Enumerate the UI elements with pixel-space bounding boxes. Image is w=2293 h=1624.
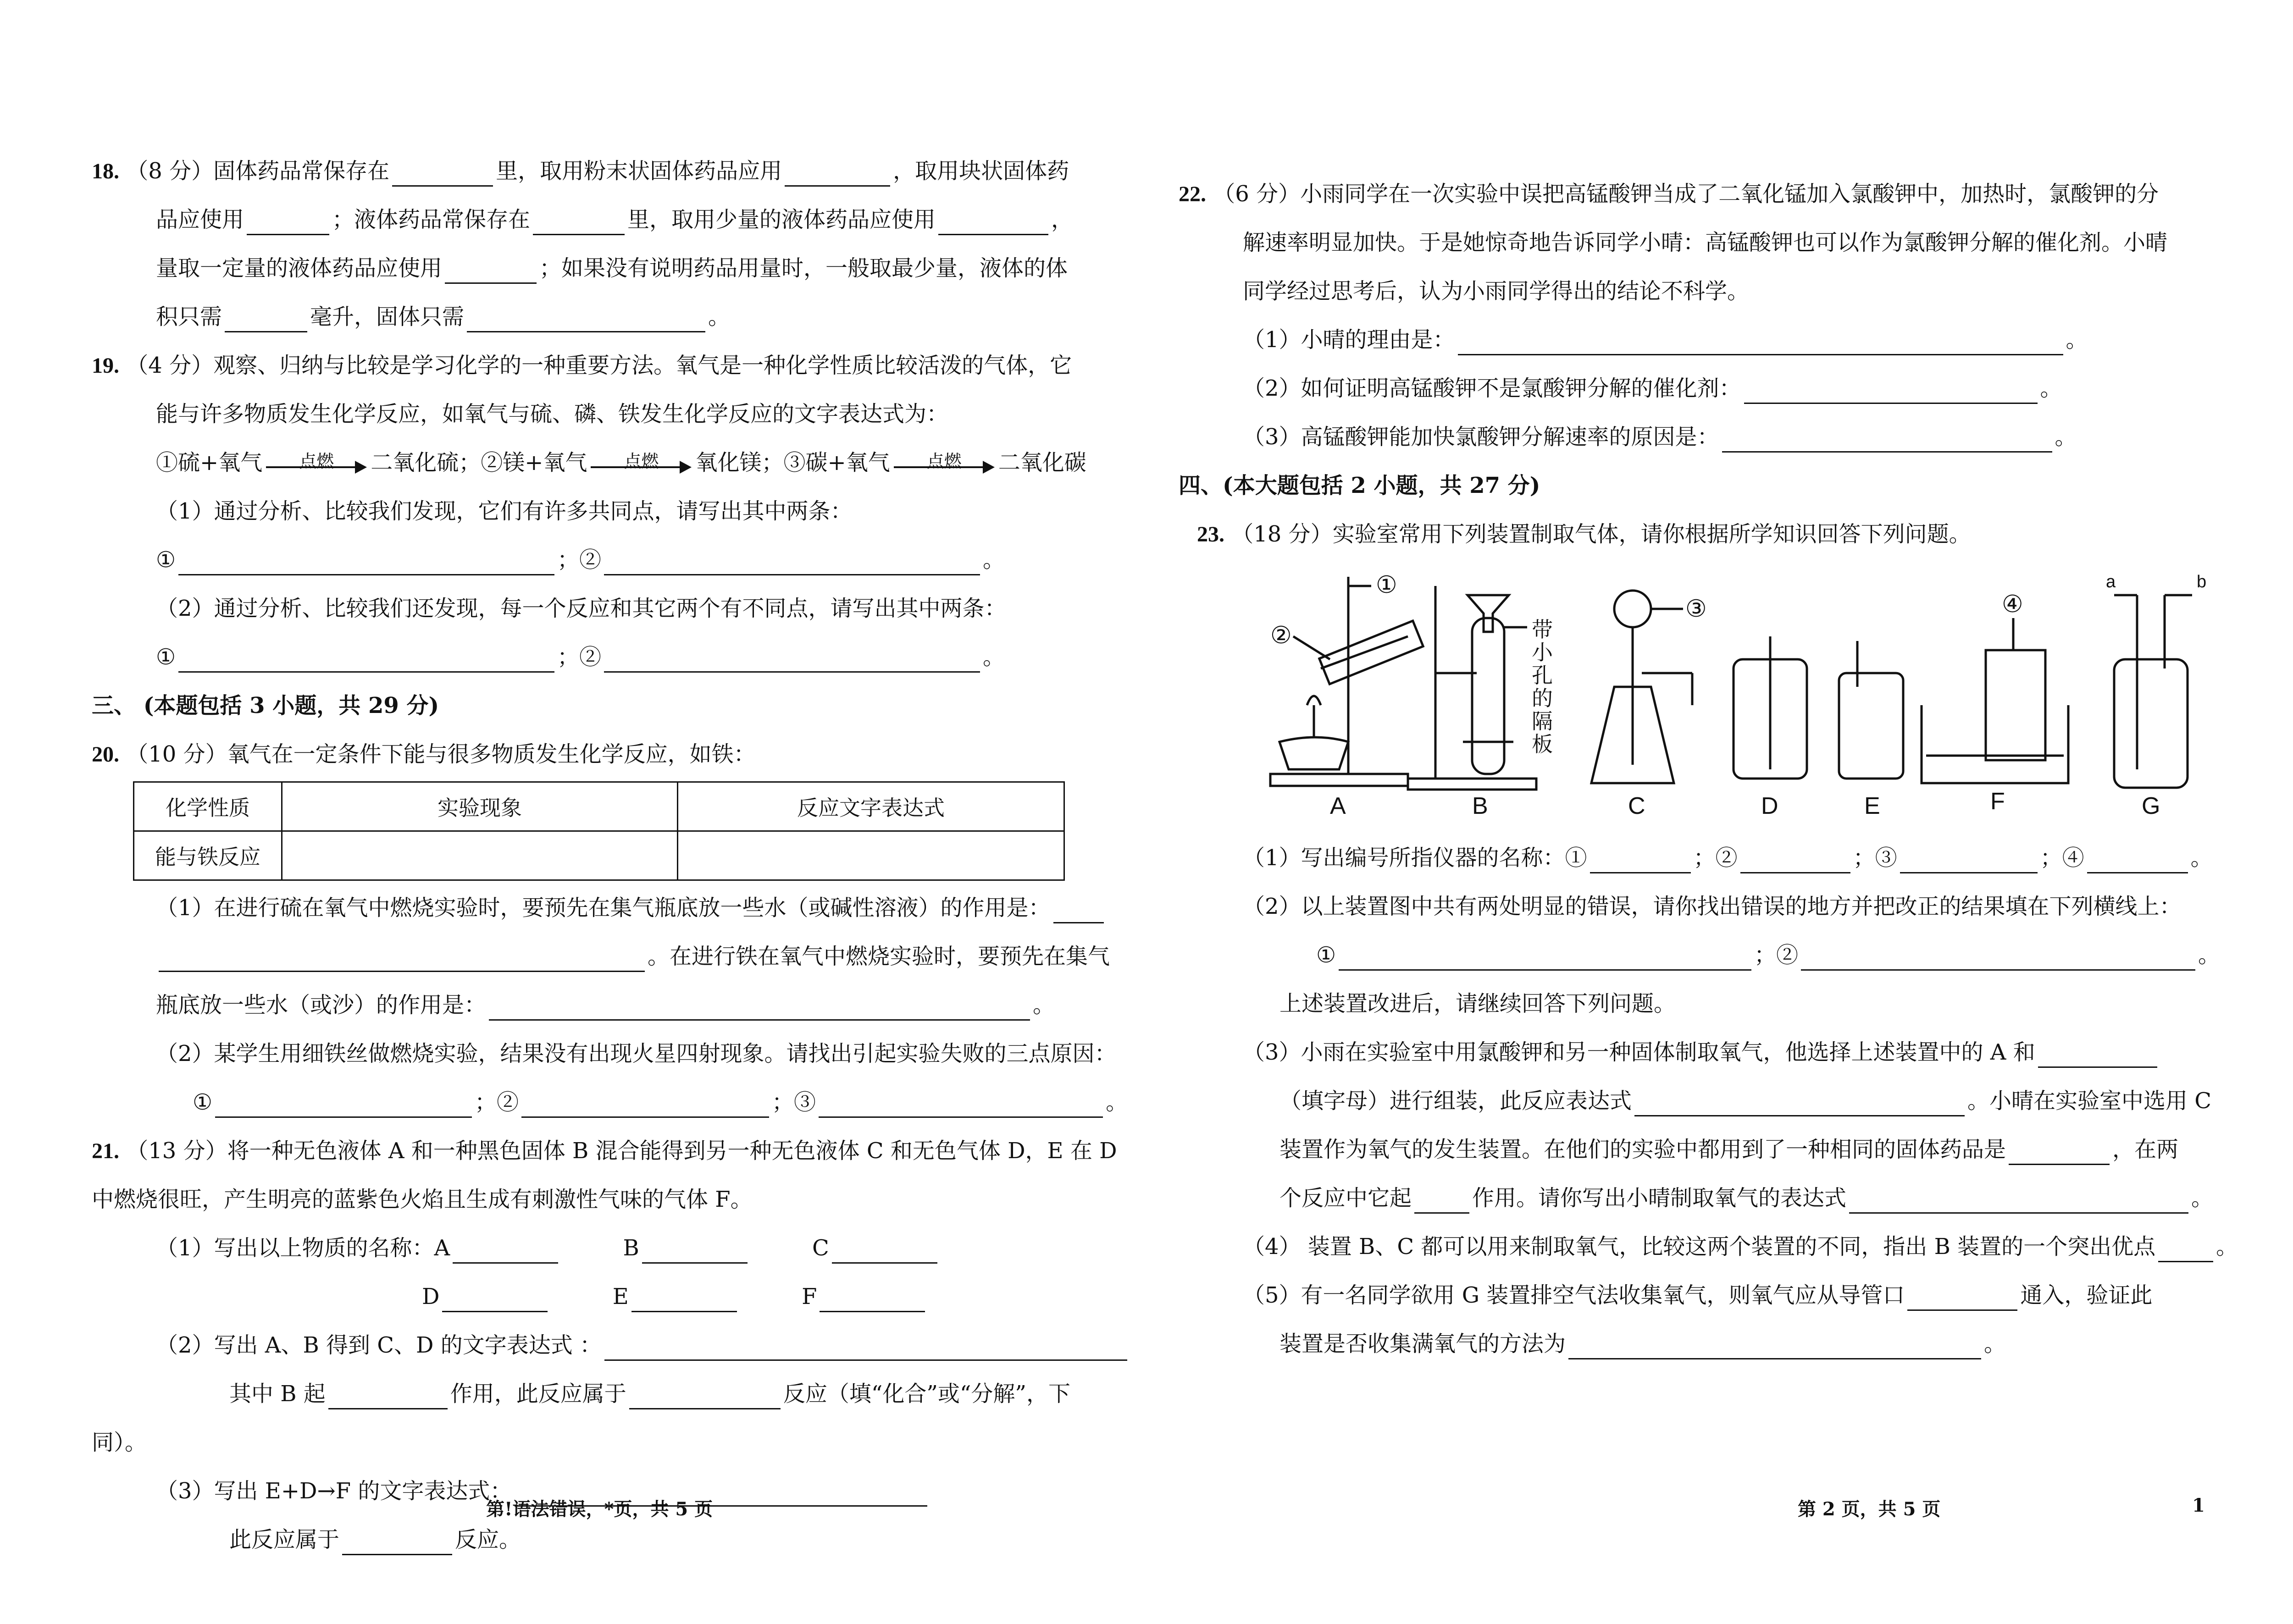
label-A: A bbox=[1330, 793, 1346, 819]
q20-sub-1b bbox=[92, 932, 1165, 981]
circle-2: ；② bbox=[557, 547, 602, 573]
q22-line-2 bbox=[1179, 218, 2288, 267]
q23-sub-text: 装置是否收集满氧气的方法为 bbox=[1279, 1331, 1566, 1357]
q23-sub-3d bbox=[1179, 1174, 2288, 1222]
q21-blank-type1[interactable] bbox=[629, 1381, 781, 1409]
q19-sub-2-answers bbox=[92, 633, 1165, 681]
q18-blank-1[interactable] bbox=[392, 158, 493, 187]
q21-sub-text: 反应。 bbox=[455, 1527, 521, 1552]
label-D: D bbox=[1761, 793, 1778, 819]
q22-sub-text: （2）如何证明高锰酸钾不是氯酸钾分解的催化剂： bbox=[1243, 376, 1741, 401]
q21-sub-text: （3）写出 E+D→F 的文字表达式： bbox=[156, 1478, 512, 1504]
q23-blank-1[interactable] bbox=[1590, 845, 1691, 873]
q23-blank-3[interactable] bbox=[1900, 845, 2038, 873]
q21-sub-text: （2）写出 A、B 得到 C、D 的文字表达式 ： bbox=[156, 1332, 602, 1358]
q21-sub-2b bbox=[92, 1370, 1165, 1418]
q18-line-2 bbox=[92, 195, 1165, 244]
q20-blank-2[interactable] bbox=[489, 992, 1030, 1021]
q23-sub-text: （5）有一名同学欲用 G 装置排空气法收集氧气，则氧气应从导管口 bbox=[1243, 1282, 1905, 1308]
q18-text: （8 分）固体药品常保存在 bbox=[126, 158, 390, 184]
table-cell-answer[interactable] bbox=[282, 831, 678, 880]
q18-text: 积只需 bbox=[156, 304, 222, 330]
left-column bbox=[92, 147, 1165, 1564]
q20-text: （10 分）氧气在一定条件下能与很多物质发生化学反应，如铁： bbox=[126, 741, 756, 767]
period: 。 bbox=[983, 644, 1005, 670]
circle-1: ① bbox=[1316, 942, 1336, 968]
q23-blank-8[interactable] bbox=[1414, 1185, 1469, 1214]
q21-blank-A[interactable] bbox=[453, 1235, 558, 1264]
reaction-arrow bbox=[266, 451, 367, 478]
label-B: B bbox=[1472, 793, 1488, 819]
q23-sub-text: 个反应中它起 bbox=[1279, 1185, 1412, 1211]
q18-text: 里，取用少量的液体药品应使用 bbox=[627, 207, 936, 232]
q23-blank-7[interactable] bbox=[2009, 1136, 2110, 1165]
q23-sub-3 bbox=[1179, 1028, 2288, 1077]
label-E: E bbox=[1864, 793, 1880, 819]
q18-blank-5[interactable] bbox=[938, 206, 1048, 235]
period: 。 bbox=[1033, 992, 1055, 1018]
q23-number: 23. bbox=[1197, 522, 1224, 547]
q20-sub-1 bbox=[92, 884, 1165, 932]
q23-sub-4 bbox=[1179, 1222, 2288, 1271]
port-b: b bbox=[2197, 572, 2207, 591]
right-column bbox=[1179, 170, 2288, 1368]
left-footer: 第!语法错误，*页，共 5 页 bbox=[486, 1498, 713, 1520]
q23-blank-2[interactable] bbox=[1740, 845, 1850, 873]
q23-blank-11[interactable] bbox=[1907, 1282, 2017, 1311]
q20-sub-1c bbox=[92, 981, 1165, 1029]
q18-line-4 bbox=[92, 293, 1165, 341]
q19-sub-text: （1）通过分析、比较我们发现，它们有许多共同点，请写出其中两条： bbox=[156, 498, 853, 524]
circle-2: ；② bbox=[557, 644, 602, 670]
q22-sub-text: （3）高锰酸钾能加快氯酸钾分解速率的原因是： bbox=[1243, 424, 1719, 450]
label-F: F bbox=[1990, 788, 2005, 815]
q23-blank-10[interactable] bbox=[2158, 1233, 2213, 1262]
period: 。 bbox=[2190, 845, 2213, 871]
q21-sub-text: （1）写出以上物质的名称：A bbox=[156, 1235, 450, 1261]
q23-sub-3b bbox=[1179, 1077, 2288, 1125]
label-C: C bbox=[812, 1235, 829, 1261]
q18-text: ；如果没有说明药品用量时，一般取最少量，液体的体 bbox=[539, 255, 1068, 281]
q22-sub-3 bbox=[1179, 413, 2288, 461]
q22-blank-1[interactable] bbox=[1458, 326, 2063, 355]
q19-sub-1 bbox=[92, 487, 1165, 536]
apparatus-diagram bbox=[1261, 568, 2270, 824]
q20-sub-text: （2）某学生用细铁丝做燃烧实验，结果没有出现火星四射现象。请找出引起实验失败的三点原因： bbox=[156, 1041, 1117, 1066]
q22-line-1 bbox=[1179, 170, 2288, 218]
q23-sub-text: （2）以上装置图中共有两处明显的错误，请你找出错误的地方并把改正的结果填在下列横线上： bbox=[1243, 894, 2182, 919]
q23-sub-2 bbox=[1179, 882, 2288, 931]
q20-blank-1[interactable] bbox=[1053, 895, 1104, 923]
q18-blank-8[interactable] bbox=[467, 304, 705, 332]
label-F: F bbox=[802, 1284, 817, 1309]
q18-blank-7[interactable] bbox=[225, 304, 307, 332]
mark-2: ② bbox=[1270, 622, 1292, 649]
q21-text: 中燃烧很旺，产生明亮的蓝紫色火焰且生成有刺激性气味的气体 F。 bbox=[92, 1187, 753, 1212]
q18-blank-2[interactable] bbox=[785, 158, 890, 187]
q21-sub-1 bbox=[92, 1224, 1165, 1272]
period: 。 bbox=[983, 547, 1005, 573]
table-cell: 能与铁反应 bbox=[134, 831, 282, 880]
q19-text: 能与许多物质发生化学反应，如氧气与硫、磷、铁发生化学反应的文字表达式为： bbox=[156, 401, 949, 427]
q23-sub-2b bbox=[1179, 979, 2288, 1028]
q21-sub-3b bbox=[92, 1515, 1165, 1564]
apparatus-svg bbox=[1261, 568, 2270, 824]
label-B: B bbox=[623, 1235, 639, 1261]
condition-label: 点燃 bbox=[624, 451, 659, 471]
q22-number: 22. bbox=[1179, 182, 1206, 206]
q22-line-3 bbox=[1179, 267, 2288, 315]
period: 。 bbox=[1984, 1331, 2006, 1357]
q18-text: ；液体药品常保存在 bbox=[332, 207, 531, 232]
equation-text: 二氧化硫；②镁+氧气 bbox=[371, 450, 587, 475]
q21-blank-C[interactable] bbox=[832, 1235, 937, 1264]
period: 。 bbox=[2040, 376, 2062, 401]
q23-sub-5b bbox=[1179, 1320, 2288, 1368]
circle-1: ① bbox=[156, 547, 176, 573]
q23-answer-2[interactable] bbox=[1801, 942, 2195, 971]
q20-sub-text: 。在进行铁在氧气中燃烧实验时，要预先在集气 bbox=[648, 944, 1110, 969]
q23-intro bbox=[1179, 510, 2288, 558]
circle-1: ① bbox=[193, 1089, 213, 1115]
right-footer: 第 2 页，共 5 页 bbox=[1798, 1498, 1941, 1520]
q21-blank-type2[interactable] bbox=[342, 1526, 452, 1555]
q21-number: 21. bbox=[92, 1139, 119, 1163]
q20-sub-2-answers bbox=[92, 1078, 1165, 1127]
table-header: 实验现象 bbox=[282, 782, 678, 831]
q21-line-1 bbox=[92, 1127, 1165, 1175]
q19-sub-1-answers bbox=[92, 536, 1165, 584]
q23-sub-text: ；④ bbox=[2040, 845, 2084, 871]
q22-sub-text: （1）小晴的理由是： bbox=[1243, 327, 1455, 353]
q20-table bbox=[133, 781, 1065, 881]
period: 。 bbox=[2191, 1185, 2214, 1211]
q19-answer-2[interactable] bbox=[604, 547, 980, 575]
q18-blank-3[interactable] bbox=[247, 206, 329, 235]
q18-text: 里，取用粉末状固体药品应用 bbox=[496, 158, 782, 184]
q19-sub-2 bbox=[92, 584, 1165, 633]
q21-sub-text: 作用，此反应属于 bbox=[450, 1381, 626, 1407]
q18-text: ， bbox=[1051, 207, 1074, 232]
q23-sub-text: 。小晴在实验室中选用 C bbox=[1967, 1088, 2212, 1114]
reaction-arrow bbox=[591, 451, 692, 478]
q22-text: 解速率明显加快。于是她惊奇地告诉同学小晴：高锰酸钾也可以作为氯酸钾分解的催化剂。小晴 bbox=[1243, 230, 2168, 255]
q19-sub-text: （2）通过分析、比较我们还发现，每一个反应和其它两个有不同点，请写出其中两条： bbox=[156, 596, 1007, 621]
q23-sub-text: ；② bbox=[1693, 845, 1738, 871]
q23-blank-5[interactable] bbox=[2038, 1039, 2157, 1068]
period: 。 bbox=[2216, 1234, 2238, 1259]
q21-blank-E[interactable] bbox=[631, 1283, 737, 1312]
q21-sub-text: 反应（填“化合”或“分解”，下 bbox=[783, 1381, 1070, 1407]
q23-sub-text: 作用。请你写出小晴制取氧气的表达式 bbox=[1472, 1185, 1847, 1211]
q19-line-1 bbox=[92, 341, 1165, 390]
table-header: 化学性质 bbox=[134, 782, 282, 831]
q23-sub-text: （3）小雨在实验室中用氯酸钾和另一种固体制取氧气，他选择上述装置中的 A 和 bbox=[1243, 1039, 2035, 1065]
q22-text: （6 分）小雨同学在一次实验中误把高锰酸钾当成了二氧化锰加入氯酸钾中，加热时，氯酸钾的分 bbox=[1213, 181, 2159, 207]
partition-label: 带小孔的隔板 bbox=[1532, 618, 1553, 756]
q21-sub-1b bbox=[92, 1272, 1165, 1321]
q20-sub-text: 瓶底放一些水（或沙）的作用是： bbox=[156, 992, 487, 1018]
page-number: 1 bbox=[2192, 1495, 2205, 1516]
q18-text: ，取用块状固体药 bbox=[893, 158, 1069, 184]
equation-text: ①硫+氧气 bbox=[156, 450, 263, 475]
table-cell-answer[interactable] bbox=[678, 831, 1064, 880]
q23-sub-1 bbox=[1179, 834, 2288, 882]
q18-line-3 bbox=[92, 244, 1165, 293]
q19-answer-3[interactable] bbox=[178, 644, 554, 673]
condition-label: 点燃 bbox=[926, 451, 962, 471]
q21-blank-role[interactable] bbox=[328, 1381, 448, 1409]
period: 。 bbox=[2055, 424, 2077, 450]
q23-answer-1[interactable] bbox=[1339, 942, 1751, 971]
q21-sub-text: 同）。 bbox=[92, 1430, 147, 1455]
q21-text: （13 分）将一种无色液体 A 和一种黑色固体 B 混合能得到另一种无色液体 C 和无色气体 D，E 在 D bbox=[126, 1138, 1117, 1164]
q23-sub-text: 上述装置改进后，请继续回答下列问题。 bbox=[1279, 991, 1676, 1016]
q23-blank-12[interactable] bbox=[1568, 1331, 1981, 1359]
mark-1: ① bbox=[1376, 572, 1397, 598]
q22-sub-1 bbox=[1179, 315, 2288, 364]
q21-blank-B[interactable] bbox=[642, 1235, 748, 1264]
q23-sub-text: （填字母）进行组装，此反应表达式 bbox=[1279, 1088, 1632, 1114]
section-3-heading: 三、 (本题包括 3 小题，共 29 分) bbox=[92, 693, 439, 718]
q19-answer-1[interactable] bbox=[178, 547, 554, 575]
section-4-heading: 四、(本大题包括 2 小题，共 27 分) bbox=[1179, 473, 1540, 498]
q21-blank-F[interactable] bbox=[820, 1283, 925, 1312]
q23-sub-text: 装置作为氧气的发生装置。在他们的实验中都用到了一种相同的固体药品是 bbox=[1279, 1137, 2006, 1162]
q20-sub-text: （1）在进行硫在氧气中燃烧实验时，要预先在集气瓶底放一些水（或碱性溶液）的作用是： bbox=[156, 895, 1051, 921]
q23-sub-2-answers bbox=[1179, 931, 2288, 979]
circle-2: ；② bbox=[1754, 942, 1799, 968]
equation-text: 二氧化碳 bbox=[998, 450, 1086, 475]
q20-answer-3[interactable] bbox=[819, 1089, 1103, 1118]
q21-line-2 bbox=[92, 1175, 1165, 1224]
q23-blank-6[interactable] bbox=[1634, 1088, 1965, 1116]
q20-intro bbox=[92, 730, 1165, 779]
q20-answer-2[interactable] bbox=[521, 1089, 769, 1118]
circle-2: ；② bbox=[475, 1089, 519, 1115]
q21-sub-text: 其中 B 起 bbox=[229, 1381, 326, 1407]
label-G: G bbox=[2142, 793, 2160, 819]
q20-blank-1b[interactable] bbox=[159, 943, 645, 972]
mark-4: ④ bbox=[2002, 591, 2023, 618]
q23-blank-4[interactable] bbox=[2087, 845, 2188, 873]
q18-blank-4[interactable] bbox=[533, 206, 625, 235]
q19-answer-4[interactable] bbox=[604, 644, 980, 673]
q18-text: 。 bbox=[708, 304, 731, 330]
q19-number: 19. bbox=[92, 354, 119, 378]
label-E: E bbox=[612, 1284, 629, 1309]
period: 。 bbox=[2066, 327, 2088, 353]
q18-blank-6[interactable] bbox=[445, 255, 537, 284]
q22-text: 同学经过思考后，认为小雨同学得出的结论不科学。 bbox=[1243, 278, 1750, 304]
label-D: D bbox=[422, 1284, 440, 1309]
period: 。 bbox=[2198, 942, 2221, 968]
q21-sub-2 bbox=[92, 1321, 1165, 1370]
q22-blank-3[interactable] bbox=[1722, 424, 2052, 453]
circle-3: ；③ bbox=[772, 1089, 816, 1115]
q18-text: 毫升，固体只需 bbox=[310, 304, 465, 330]
port-a: a bbox=[2106, 572, 2116, 591]
q21-blank-D[interactable] bbox=[442, 1283, 548, 1312]
period: 。 bbox=[1106, 1089, 1128, 1115]
q18-number: 18. bbox=[92, 159, 119, 183]
q23-sub-text: 通入，验证此 bbox=[2020, 1282, 2153, 1308]
table-header: 反应文字表达式 bbox=[678, 782, 1064, 831]
q20-sub-2 bbox=[92, 1029, 1165, 1078]
q23-sub-text: ，在两 bbox=[2112, 1137, 2179, 1162]
q21-sub-text: 此反应属于 bbox=[229, 1527, 340, 1552]
label-C: C bbox=[1628, 793, 1645, 819]
q18-text: 品应使用 bbox=[156, 207, 244, 232]
q19-line-2 bbox=[92, 390, 1165, 438]
q23-sub-text: （4） 装置 B、C 都可以用来制取氧气，比较这两个装置的不同，指出 B 装置的一个突出优点 bbox=[1243, 1234, 2156, 1259]
q20-number: 20. bbox=[92, 742, 119, 767]
q23-blank-9[interactable] bbox=[1849, 1185, 2188, 1214]
equation-text: 氧化镁；③碳+氧气 bbox=[695, 450, 890, 475]
q21-sub-2c bbox=[92, 1418, 1165, 1467]
q23-text: （18 分）实验室常用下列装置制取气体，请你根据所学知识回答下列问题。 bbox=[1231, 521, 1971, 547]
q21-blank-eq1[interactable] bbox=[604, 1332, 1127, 1361]
table-row bbox=[134, 831, 1064, 880]
mark-3: ③ bbox=[1685, 596, 1707, 622]
q18-line-1 bbox=[92, 147, 1165, 195]
condition-label: 点燃 bbox=[299, 451, 334, 471]
reaction-arrow bbox=[894, 451, 995, 478]
q22-blank-2[interactable] bbox=[1744, 375, 2038, 404]
table-row bbox=[134, 782, 1064, 831]
q22-sub-2 bbox=[1179, 364, 2288, 413]
q19-equations bbox=[92, 438, 1165, 487]
circle-1: ① bbox=[156, 644, 176, 670]
q23-sub-text: （1）写出编号所指仪器的名称：① bbox=[1243, 845, 1587, 871]
q23-sub-5 bbox=[1179, 1271, 2288, 1320]
q20-answer-1[interactable] bbox=[215, 1089, 472, 1118]
q23-sub-3c bbox=[1179, 1125, 2288, 1174]
q18-text: 量取一定量的液体药品应使用 bbox=[156, 255, 443, 281]
q23-sub-text: ；③ bbox=[1853, 845, 1897, 871]
q19-text: （4 分）观察、归纳与比较是学习化学的一种重要方法。氧气是一种化学性质比较活泼的气体，它 bbox=[126, 353, 1072, 378]
